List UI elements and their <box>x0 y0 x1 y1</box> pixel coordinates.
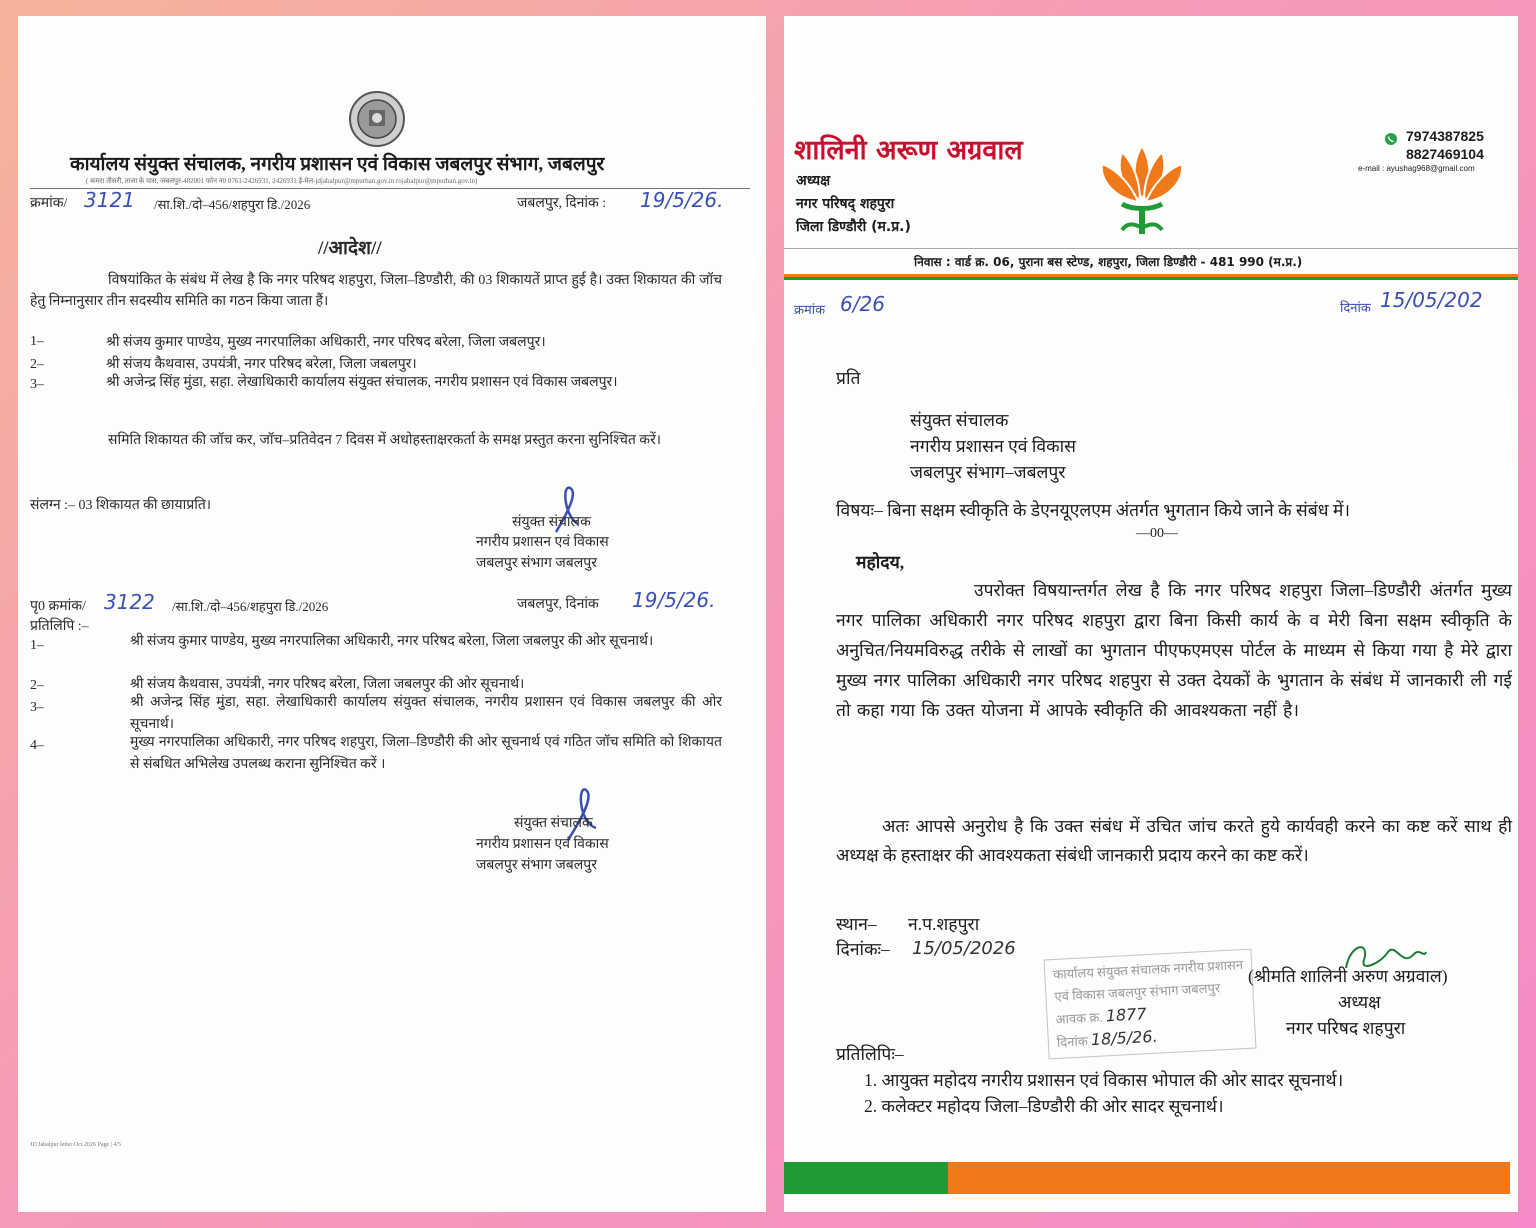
stamp-line: कार्यालय संयुक्त संचालक नगरीय प्रशासन <box>1052 957 1244 983</box>
place-value: न.प.शहपुरा <box>908 914 980 934</box>
addressee-line-3: जबलपुर संभाग–जबलपुर <box>910 462 1066 482</box>
stamp-number-handwritten: 1877 <box>1105 1004 1147 1026</box>
phone-number-2: 8827469104 <box>1406 146 1484 162</box>
list-item: श्री संजय कुमार पाण्डेय, मुख्य नगरपालिका अधिकारी, नगर परिषद बरेला, जिला जबलपुर की ओर सूचनार्थ। <box>130 634 654 649</box>
copy-reference: /सा.शि./दो–456/शहपुरा डि./2026 <box>172 599 329 614</box>
enclosure-note: संलग्न :– 03 शिकायत की छायाप्रति। <box>30 498 212 513</box>
letter-body-paragraph-1: उपरोक्त विषयान्तर्गत लेख है कि नगर परिषद शहपुरा जिला–डिण्डौरी अंतर्गत मुख्य नगर पालिका अधिकारी नगर परिषद शहपुरा द्वारा बिना किसी कार्य के व मेरी बिना सक्षम स्वीकृति के अनुचित/नियमविरुद्ध तरीके से लाखों का भुगतान पीएफएमएस पोर्टल के माध्यम से किया गया है मेरे द्वारा मुख्य नगर पालिका अधिकारी नगर परिषद शहपुरा से उक्त देयकों के भुगतान के संबंध में जानकारी ली गई तो कहा गया कि उक्त योजना में आपके स्वीकृति की आवश्यकता नहीं है। <box>836 580 1512 720</box>
signer-council: नगर परिषद शहपुरा <box>1286 1018 1406 1038</box>
order-date-handwritten: 19/5/26. <box>640 188 724 212</box>
list-item: श्री अजेन्द्र सिंह मुंडा, सहा. लेखाधिकारी कार्यालय संयुक्त संचालक, नगरीय प्रशासन एवं विकास जबलपुर। <box>106 375 618 390</box>
place-label: स्थान– <box>836 914 877 934</box>
stamp-date-handwritten: 18/5/26. <box>1090 1026 1159 1050</box>
mp-government-emblem-icon <box>348 90 406 148</box>
addressee-prefix: प्रति <box>836 368 861 388</box>
bottom-saffron-band <box>948 1162 1510 1194</box>
order-paragraph-1: विषयांकित के संबंध में लेख है कि नगर परिषद शहपुरा, जिला–डिण्डौरी, की 03 शिकायतें प्राप्त हुई है। उक्त शिकायत की जॉच हेतु निम्नानुसार तीन सदस्यीय समिति का गठन किया जाता हैं। <box>30 273 722 309</box>
reference-label: क्रमांक <box>794 302 826 317</box>
copy-place-date-label: जबलपुर, दिनांक <box>517 597 599 612</box>
list-item: श्री अजेन्द्र सिंह मुंडा, सहा. लेखाधिकारी कार्यालय संयुक्त संचालक, नगरीय प्रशासन एवं विकास जबलपुर की ओर सूचनार्थ। <box>130 695 722 732</box>
letter-subject: विषयः– बिना सक्षम स्वीकृति के डेएनयूएलएम अंतर्गत भुगतान किये जाने के संबंध में। <box>836 500 1350 520</box>
letter-body-paragraph-2: अतः आपसे अनुरोध है कि उक्त संबंध में उचित जांच करते हुये कार्यवही करने का कष्ट करें साथ ही अध्यक्ष के हस्ताक्षर की आवश्यकता संबंधी जानकारी प्रदाय करने का कष्ट करें। <box>836 816 1512 865</box>
office-title: कार्यालय संयुक्त संचालक, नगरीय प्रशासन एवं विकास जबलपुर संभाग, जबलपुर <box>70 154 605 175</box>
list-item-number: 2– <box>30 357 44 372</box>
signatory-department: नगरीय प्रशासन एवं विकास <box>476 535 609 550</box>
copy-recipient: 1. आयुक्त महोदय नगरीय प्रशासन एवं विकास भोपाल की ओर सादर सूचनार्थ। <box>864 1070 1344 1090</box>
sender-name: शालिनी अरूण अग्रवाल <box>794 135 1023 166</box>
receipt-stamp <box>1044 949 1257 1060</box>
signatory-title: संयुक्त संचालक <box>512 515 591 530</box>
addressee-line-1: संयुक्त संचालक <box>910 410 1009 430</box>
sender-council: नगर परिषद् शहपुरा <box>796 196 895 212</box>
date-label: दिनांक <box>1340 300 1371 315</box>
bottom-green-band <box>784 1162 948 1194</box>
sender-designation: अध्यक्ष <box>796 173 831 189</box>
copy-number-handwritten: 3122 <box>104 590 155 614</box>
list-item-number: 2– <box>30 678 44 693</box>
order-paragraph-2: समिति शिकायत की जॉच कर, जॉच–प्रतिवेदन 7 दिवस में अधोहस्ताक्षरकर्ता के समक्ष प्रस्तुत करना सुनिश्चित करें। <box>108 433 662 448</box>
lotus-party-symbol-icon <box>1092 138 1192 238</box>
order-reference: /सा.शि./दो–456/शहपुरा डि./2026 <box>154 197 311 212</box>
subject-divider: —00— <box>1136 526 1178 541</box>
copy-recipient: 2. कलेक्टर महोदय जिला–डिण्डौरी की ओर सादर सूचनार्थ। <box>864 1096 1224 1116</box>
list-item-number: 3– <box>30 377 44 392</box>
stamp-line: दिनांक 18/5/26. <box>1056 1026 1159 1050</box>
salutation: महोदय, <box>856 552 905 572</box>
signatory-title: संयुक्त संचालक <box>514 816 593 831</box>
order-heading: //आदेश// <box>318 238 382 259</box>
residence-address: निवास : वार्ड क्र. 06, पुराना बस स्टेण्ड, शहपुरा, जिला डिण्डौरी - 481 990 (म.प्र.) <box>914 255 1303 269</box>
copy-date-handwritten: 19/5/26. <box>632 588 716 612</box>
green-stripe <box>784 277 1518 280</box>
date-handwritten: 15/05/202 <box>1380 288 1483 312</box>
date-footer-label: दिनांकः– <box>836 939 890 959</box>
signer-name: (श्रीमति शालिनी अरुण अग्रवाल) <box>1248 966 1448 986</box>
reference-number-handwritten: 6/26 <box>840 292 885 316</box>
signatory-division: जबलपुर संभाग जबलपुर <box>476 556 597 571</box>
list-item: श्री संजय कैथवास, उपयंत्री, नगर परिषद बरेला, जिला जबलपुर। <box>106 357 417 372</box>
stamp-line: एवं विकास जबलपुर संभाग जबलपुर <box>1054 980 1221 1004</box>
stamp-line: आवक क्र. 1877 <box>1055 1004 1147 1027</box>
copy-number-label: पृ0 क्रमांक/ <box>30 599 86 614</box>
government-order-document <box>18 16 766 1212</box>
page-footer: JD Jabalpur letter Oct 2026 Page | 4/5 <box>30 1142 122 1148</box>
signer-title: अध्यक्ष <box>1338 992 1381 1012</box>
list-item-number: 1– <box>30 638 44 653</box>
office-address: ( कमरा तीसरी, ताला के पास, जबलपुर-482001 फोन न0 0761-2426931, 2426931 ई-मेल-jdjabalpur@mpurban.gov.in rojabalpur@mpurban.gov.in) <box>86 177 478 185</box>
copy-heading: प्रतिलिपि :– <box>30 619 89 634</box>
list-item-number: 3– <box>30 700 44 715</box>
signatory-department: नगरीय प्रशासन एवं विकास <box>476 837 609 852</box>
email-address: e-mail : ayushag968@gmail.com <box>1358 164 1475 173</box>
sender-district: जिला डिण्डौरी (म.प्र.) <box>796 219 911 235</box>
order-number-label: क्रमांक/ <box>30 196 68 211</box>
signatory-division: जबलपुर संभाग जबलपुर <box>476 858 597 873</box>
order-number-handwritten: 3121 <box>84 188 135 212</box>
addressee-line-2: नगरीय प्रशासन एवं विकास <box>910 436 1076 456</box>
order-place-date-label: जबलपुर, दिनांक : <box>517 196 607 211</box>
list-item: मुख्य नगरपालिका अधिकारी, नगर परिषद शहपुरा, जिला–डिण्डौरी की ओर सूचनार्थ एवं गठित जॉच समिति को शिकायत से संबधित अभिलेख उपलब्ध कराना सुनिश्चित करें । <box>130 735 722 772</box>
list-item-number: 1– <box>30 334 44 349</box>
copy-heading: प्रतिलिपिः– <box>836 1044 904 1064</box>
list-item: श्री संजय कुमार पाण्डेय, मुख्य नगरपालिका अधिकारी, नगर परिषद बरेला, जिला जबलपुर। <box>106 335 546 350</box>
whatsapp-icon <box>1384 132 1398 146</box>
list-item: श्री संजय कैथवास, उपयंत्री, नगर परिषद बरेला, जिला जबलपुर की ओर सूचनार्थ। <box>130 677 525 692</box>
phone-number-1: 7974387825 <box>1406 128 1484 144</box>
letterhead-top-rule <box>784 248 1518 249</box>
list-item-number: 4– <box>30 738 44 753</box>
date-footer-handwritten: 15/05/2026 <box>912 938 1016 959</box>
complaint-letter-document <box>784 16 1518 1212</box>
